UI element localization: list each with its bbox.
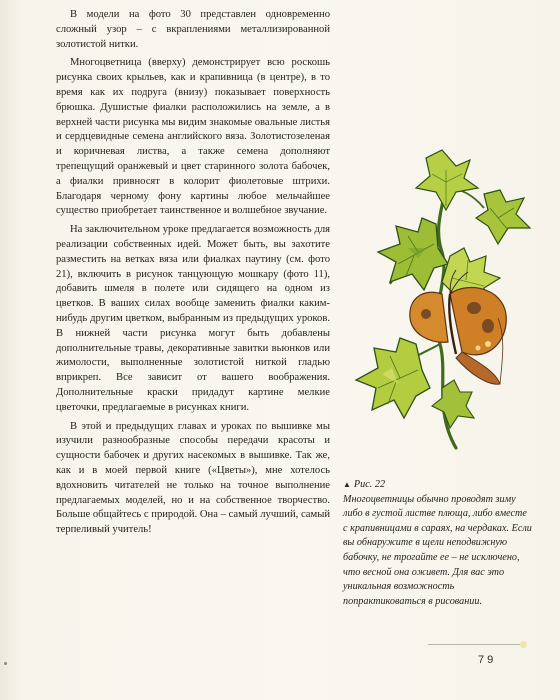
ivy-leaf-icon [476,190,530,244]
margin-mark [4,662,7,665]
ivy-leaf-icon [432,380,474,428]
paragraph-1: В модели на фото 30 представлен одновременно сложный узор – с вкраплениями металлизированной золотистой нитки. [56,9,330,50]
paragraph-3: На заключительном уроке предлагается возможность для реализации собственных идей. Может быть, вы захотите разместить на ветках вяза или фиалках паутину (см. фото 21), включить в рисунок танцующую мошкару (фото 11), добавить шмеля в полете или сидящего на одном из цветков. В ваших силах вообще заменить фиалки каким-нибудь другим цветком, выбранным из предыдущих уроков. В нижней части рисунка могут быть добавлены дополнительные травы, декоративные завитки вьюнков или жимолости, выполненные золотистой ниткой гладью вприкреп. Все зависит от вашего воображения. Дополнительные краски придадут картине мелкие цветочки, предлагаемые в рисунках книги. [56,224,330,413]
ivy-leaf-icon [416,150,478,210]
figure-illustration [338,148,538,464]
ivy-leaf-icon [356,338,430,418]
figure-label: Рис. 22 [353,479,386,490]
paragraph-4: В этой и предыдущих главах и уроках по вышивке мы изучили разнообразные способы передачи красоты и сущности бабочек и других насекомых в вышивке. Так же, как и в моей первой книге («Цветы»), мне хотелось вдохновить читателей не только на точное выполнение предлагаемых моделей, но и на собственное творчество. Больше общайтесь с природой. Она – самый лучший, самый терпеливый учитель! [56,420,330,536]
paragraph-2: Многоцветница (вверху) демонстрирует всю роскошь рисунка своих крыльев, как и крапивница (в центре), в то время как их подруга (внизу) показывает поверхность брюшка. Душистые фиалки расположились на земле, а в верхней части рисунка мы видим знакомые овальные листья и сердцевидные семена английского вяза. Золотистозеленая и коричневая листва, а также семена дополняют трепещущий оранжевый и цвет старинного золота бабочек, а фиалки привносят в колорит фиолетовые штрихи. Благодаря черному фону картины любое мельчайшее существо приобретает таинственное и волшебное звучание. [56,57,330,217]
figure-label-line [343,478,533,493]
ivy-butterfly-drawing [338,148,538,464]
triangle-marker-icon: ▲ [343,480,351,489]
footer-dot-decoration [520,641,527,648]
page-number: 79 [478,654,497,666]
main-text-column [56,8,330,542]
footer-divider [428,644,520,645]
figure-caption-text: Многоцветницы обычно проводят зиму либо в густой листве плюща, либо вместе с крапивницами в сараях, на чердаках. Если вы обнаружите в щели неподвижную бабочку, не трогайте ее – не исключено, что весной она оживет. Для вас это уникальная возможность попрактиковаться в рисовании. [343,493,532,607]
figure-caption [343,478,533,609]
